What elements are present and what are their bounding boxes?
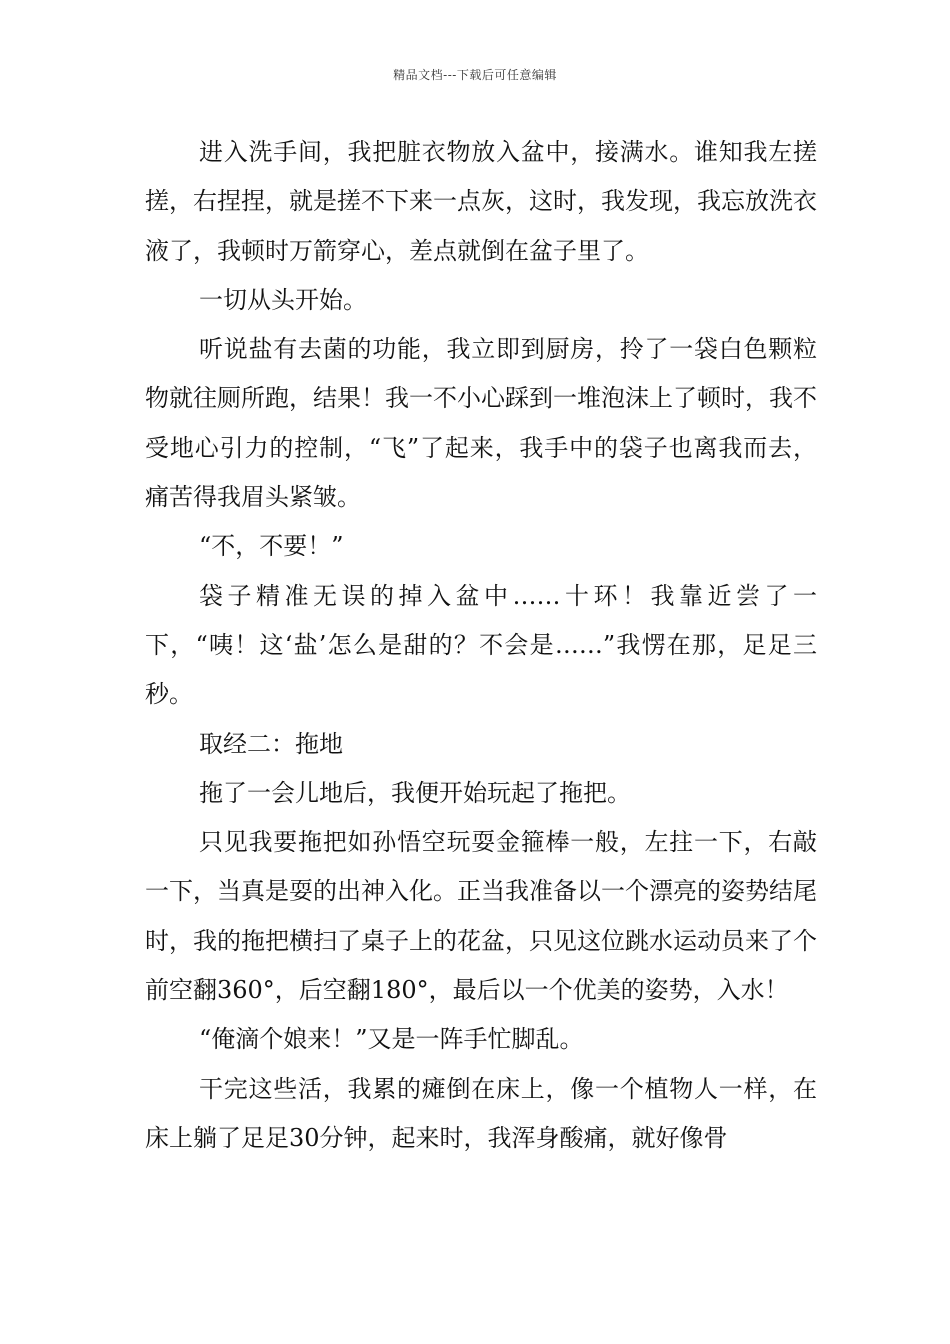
paragraph-5: 袋子精准无误的掉入盆中……十环！我靠近尝了一下，“咦！这‘盐’怎么是甜的？不会是……”我愣在那，足足三秒。	[145, 581, 817, 709]
section-heading: 取经二：拖地	[199, 729, 343, 758]
paragraph-3: 听说盐有去菌的功能，我立即到厨房，拎了一袋白色颗粒物就往厕所跑，结果！我一不小心踩到一堆泡沫上了顿时，我不受地心引力的控制，“飞”了起来，我手中的袋子也离我而去，痛苦得我眉头紧皱。	[145, 335, 817, 512]
paragraph-2: 一切从头开始。	[199, 285, 367, 314]
paragraph-4: “不，不要！”	[199, 532, 344, 561]
paragraph-1: 进入洗手间，我把脏衣物放入盆中，接满水。谁知我左搓搓，右捏捏，就是搓不下来一点灰，这时，我发现，我忘放洗衣液了，我顿时万箭穿心，差点就倒在盆子里了。	[145, 138, 817, 265]
paragraph-7: 只见我要拖把如孙悟空玩耍金箍棒一般，左拄一下，右敲一下，当真是耍的出神入化。正当我准备以一个漂亮的姿势结尾时，我的拖把横扫了桌子上的花盆，只见这位跳水运动员来了个前空翻360°，后空翻180°，最后以一个优美的姿势，入水！	[145, 828, 817, 1005]
page-header: 精品文档---下载后可任意编辑	[393, 68, 557, 82]
paragraph-6: 拖了一会儿地后，我便开始玩起了拖把。	[199, 778, 631, 807]
paragraph-8: “俺滴个娘来！”又是一阵手忙脚乱。	[199, 1025, 584, 1054]
paragraph-9: 干完这些活，我累的瘫倒在床上，像一个植物人一样，在床上躺了足足30分钟，起来时，我浑身酸痛，就好像骨	[145, 1074, 817, 1152]
document-body	[145, 128, 817, 1163]
